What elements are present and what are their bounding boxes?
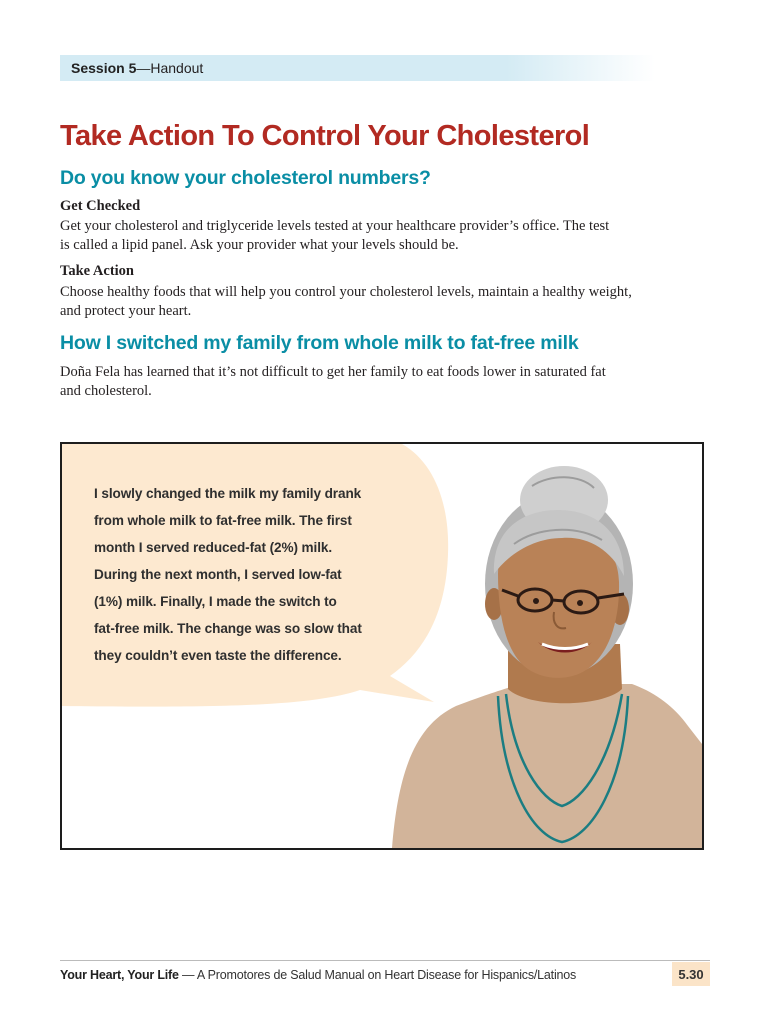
quote-line: (1%) milk. Finally, I made the switch to bbox=[94, 594, 337, 609]
session-label: Session 5 bbox=[71, 60, 137, 76]
footer-separator: — bbox=[178, 968, 197, 982]
quote-line: I slowly changed the milk my family drank bbox=[94, 486, 362, 501]
footer-divider bbox=[60, 960, 710, 961]
dona-fela-line-1: Doña Fela has learned that it’s not difficult to get her family to eat foods lower in saturated fat bbox=[60, 364, 606, 380]
left-eye bbox=[533, 598, 539, 604]
quote-line: they couldn’t even taste the difference. bbox=[94, 648, 342, 663]
page-number: 5.30 bbox=[672, 962, 710, 986]
take-action-paragraph bbox=[60, 283, 700, 321]
get-checked-line-2: is called a lipid panel. Ask your provider what your levels should be. bbox=[60, 237, 459, 253]
right-eye bbox=[577, 600, 583, 606]
take-action-line-1: Choose healthy foods that will help you control your cholesterol levels, maintain a healthy weight, bbox=[60, 284, 632, 300]
section-heading-milk: How I switched my family from whole milk to fat-free milk bbox=[60, 332, 579, 354]
quote-line: from whole milk to fat-free milk. The first bbox=[94, 513, 352, 528]
handout-label: Handout bbox=[150, 60, 204, 76]
footer-subtitle: A Promotores de Salud Manual on Heart Disease for Hispanics/Latinos bbox=[196, 968, 577, 982]
session-banner bbox=[60, 55, 655, 81]
section-heading-numbers: Do you know your cholesterol numbers? bbox=[60, 167, 431, 189]
get-checked-line-1: Get your cholesterol and triglyceride levels tested at your healthcare provider’s office. The test bbox=[60, 218, 610, 234]
quote-line: During the next month, I served low-fat bbox=[94, 567, 342, 582]
footer-text bbox=[60, 968, 576, 982]
page-title: Take Action To Control Your Cholesterol bbox=[60, 120, 590, 152]
session-separator: — bbox=[136, 60, 151, 76]
quote-line: month I served reduced-fat (2%) milk. bbox=[94, 540, 333, 555]
dona-fela-line-2: and cholesterol. bbox=[60, 383, 152, 399]
shirt bbox=[392, 684, 702, 848]
footer-book-title: Your Heart, Your Life bbox=[60, 968, 179, 982]
take-action-line-2: and protect your heart. bbox=[60, 303, 192, 319]
dona-fela-paragraph bbox=[60, 363, 700, 401]
illustration-panel bbox=[60, 442, 704, 850]
quote-text bbox=[94, 480, 394, 669]
take-action-label: Take Action bbox=[60, 263, 134, 279]
get-checked-paragraph bbox=[60, 217, 700, 255]
get-checked-label: Get Checked bbox=[60, 198, 141, 214]
quote-line: fat-free milk. The change was so slow that bbox=[94, 621, 362, 636]
